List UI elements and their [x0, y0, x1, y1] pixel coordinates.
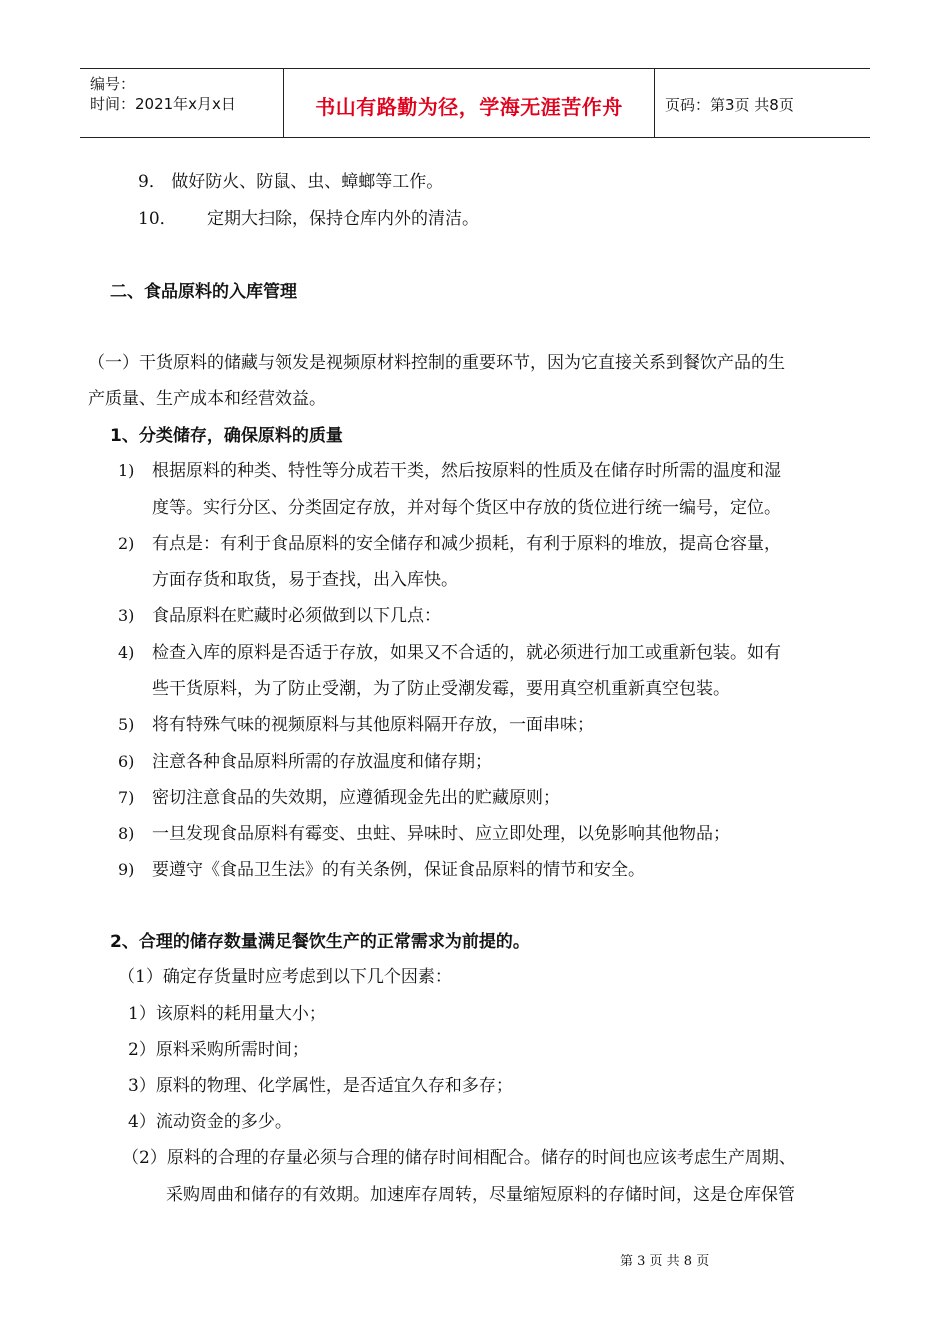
subsection-2-title: 2、合理的储存数量满足餐饮生产的正常需求为前提的。 — [110, 932, 530, 952]
list-number: 1) — [118, 461, 135, 480]
list-number: 5) — [118, 715, 135, 734]
factor-item: 3）原料的物理、化学属性，是否适宜久存和多存； — [128, 1076, 513, 1096]
header-meta-cell — [80, 69, 283, 137]
list-number: 4) — [118, 643, 135, 662]
list-item-line: 注意各种食品原料所需的存放温度和储存期； — [152, 752, 492, 772]
list-item-line: 度等。实行分区、分类固定存放，并对每个货区中存放的货位进行统一编号，定位。 — [152, 498, 781, 518]
motto: 书山有路勤为径，学海无涯苦作舟 — [315, 95, 623, 119]
subsection-2-point-2-line-2: 采购周曲和储存的有效期。加速库存周转，尽量缩短原料的存储时间，这是仓库保管 — [166, 1185, 795, 1205]
list-item-line: 密切注意食品的失效期，应遵循现金先出的贮藏原则； — [152, 788, 560, 808]
list-item-line: 一旦发现食品原料有霉变、虫蛀、异味时、应立即处理，以免影响其他物品； — [152, 824, 730, 844]
list-number: 8) — [118, 824, 135, 843]
subsection-2-point-1: （1）确定存货量时应考虑到以下几个因素： — [118, 967, 452, 987]
factor-item: 2）原料采购所需时间； — [128, 1040, 309, 1060]
list-item-line: 有点是：有利于食品原料的安全储存和减少损耗，有利于原料的堆放，提高仓容量， — [152, 534, 781, 554]
page-footer: 第 3 页 共 8 页 — [620, 1254, 710, 1269]
item-10-text: 定期大扫除，保持仓库内外的清洁。 — [207, 209, 479, 229]
time-label: 时间：2021年x月x日 — [90, 95, 236, 113]
item-9: 9． 做好防火、防鼠、虫、蟑螂等工作。 — [138, 172, 444, 192]
section-title: 二、食品原料的入库管理 — [110, 282, 297, 302]
list-number: 6) — [118, 752, 135, 771]
list-item-line: 要遵守《食品卫生法》的有关条例，保证食品原料的情节和安全。 — [152, 860, 645, 880]
serial-label: 编号： — [90, 75, 136, 93]
list-number: 2) — [118, 534, 135, 553]
list-item-line: 根据原料的种类、特性等分成若干类，然后按原料的性质及在储存时所需的温度和湿 — [152, 461, 781, 481]
list-number: 3) — [118, 606, 135, 625]
list-item-line: 检查入库的原料是否适于存放，如果又不合适的，就必须进行加工或重新包装。如有 — [152, 643, 781, 663]
factor-item: 1）该原料的耗用量大小； — [128, 1004, 326, 1024]
list-item-line: 将有特殊气味的视频原料与其他原料隔开存放，一面串味； — [152, 715, 594, 735]
header-page-cell — [655, 69, 870, 137]
header-motto-cell — [283, 69, 655, 137]
page-header — [80, 68, 870, 138]
factor-item: 4）流动资金的多少。 — [128, 1112, 292, 1132]
intro-line-1: （一）干货原料的储藏与领发是视频原材料控制的重要环节，因为它直接关系到餐饮产品的生 — [88, 353, 785, 373]
subsection-1-title: 1、分类储存，确保原料的质量 — [110, 426, 343, 446]
subsection-2-point-2-line-1: （2）原料的合理的存量必须与合理的储存时间相配合。储存的时间也应该考虑生产周期、 — [122, 1148, 796, 1168]
list-item-line: 些干货原料，为了防止受潮，为了防止受潮发霉，要用真空机重新真空包装。 — [152, 679, 730, 699]
list-number: 7) — [118, 788, 135, 807]
list-item-line: 食品原料在贮藏时必须做到以下几点： — [152, 606, 441, 626]
list-number: 9) — [118, 860, 135, 879]
item-10-number: 10． — [138, 209, 177, 229]
header-page-info: 页码：第3页 共8页 — [665, 96, 794, 114]
intro-line-2: 产质量、生产成本和经营效益。 — [88, 389, 326, 409]
list-item-line: 方面存货和取货，易于查找，出入库快。 — [152, 570, 458, 590]
